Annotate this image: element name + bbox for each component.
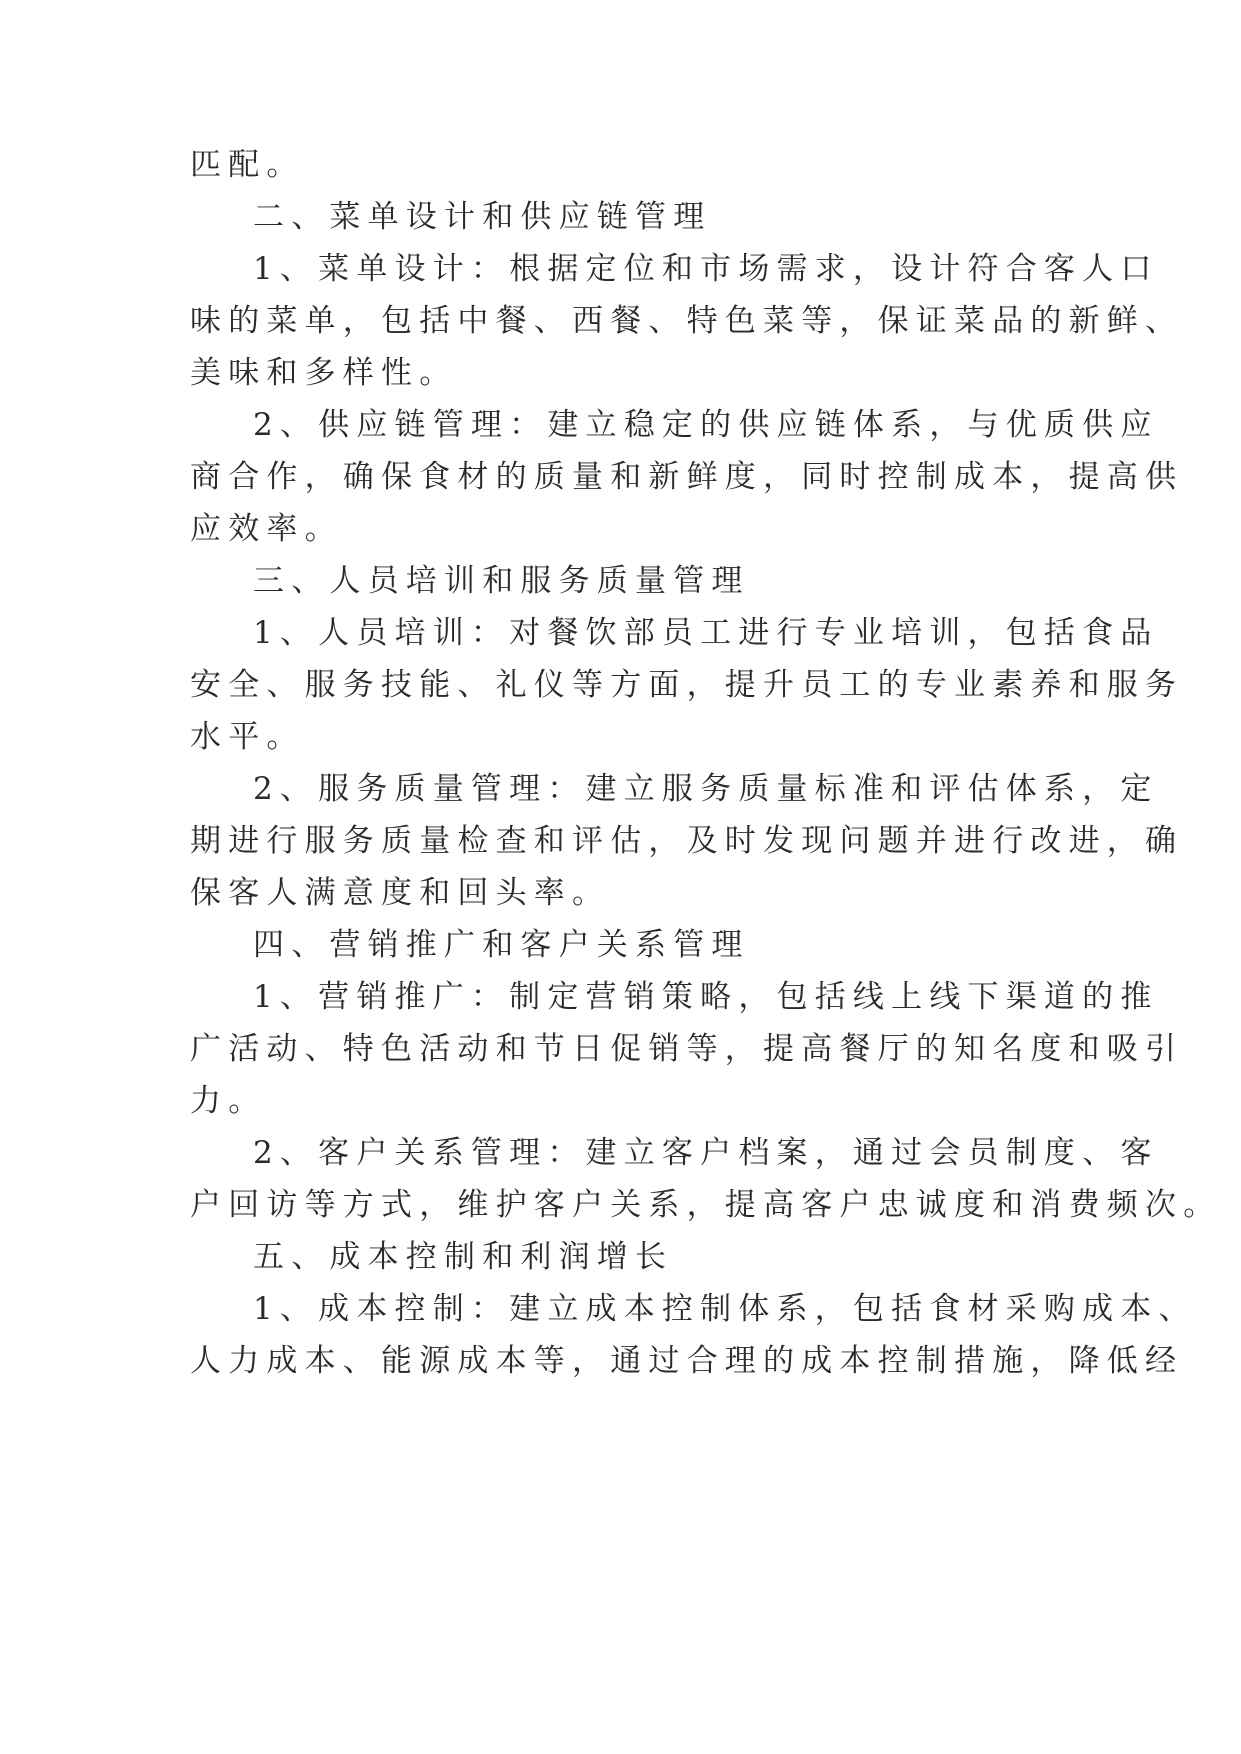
text-line: 味的菜单，包括中餐、西餐、特色菜等，保证菜品的新鲜、 — [190, 303, 1184, 339]
section-heading: 三、人员培训和服务质量管理 — [253, 563, 750, 599]
section-heading: 五、成本控制和利润增长 — [253, 1239, 674, 1275]
text-line: 1、营销推广：制定营销策略，包括线上线下渠道的推 — [253, 979, 1159, 1015]
text-line: 1、人员培训：对餐饮部员工进行专业培训，包括食品 — [253, 615, 1159, 651]
section-heading: 二、菜单设计和供应链管理 — [253, 199, 712, 235]
text-line: 2、供应链管理：建立稳定的供应链体系，与优质供应 — [253, 407, 1159, 443]
text-line: 力。 — [190, 1083, 267, 1119]
text-line: 2、服务质量管理：建立服务质量标准和评估体系，定 — [253, 771, 1159, 807]
text-line: 应效率。 — [190, 511, 343, 547]
section-heading: 四、营销推广和客户关系管理 — [253, 927, 750, 963]
text-line: 户回访等方式，维护客户关系，提高客户忠诚度和消费频次。 — [190, 1187, 1222, 1223]
text-line: 保客人满意度和回头率。 — [190, 875, 611, 911]
text-line: 水平。 — [190, 719, 305, 755]
text-line: 广活动、特色活动和节日促销等，提高餐厅的知名度和吸引 — [190, 1031, 1184, 1067]
text-line: 1、菜单设计：根据定位和市场需求，设计符合客人口 — [253, 251, 1159, 287]
text-line: 期进行服务质量检查和评估，及时发现问题并进行改进，确 — [190, 823, 1184, 859]
text-line: 安全、服务技能、礼仪等方面，提升员工的专业素养和服务 — [190, 667, 1184, 703]
text-line: 2、客户关系管理：建立客户档案，通过会员制度、客 — [253, 1135, 1159, 1171]
text-line: 匹配。 — [190, 147, 305, 183]
text-line: 美味和多样性。 — [190, 355, 458, 391]
text-line: 1、成本控制：建立成本控制体系，包括食材采购成本、 — [253, 1291, 1197, 1327]
text-line: 人力成本、能源成本等，通过合理的成本控制措施，降低经 — [190, 1343, 1184, 1379]
text-line: 商合作，确保食材的质量和新鲜度，同时控制成本，提高供 — [190, 459, 1184, 495]
